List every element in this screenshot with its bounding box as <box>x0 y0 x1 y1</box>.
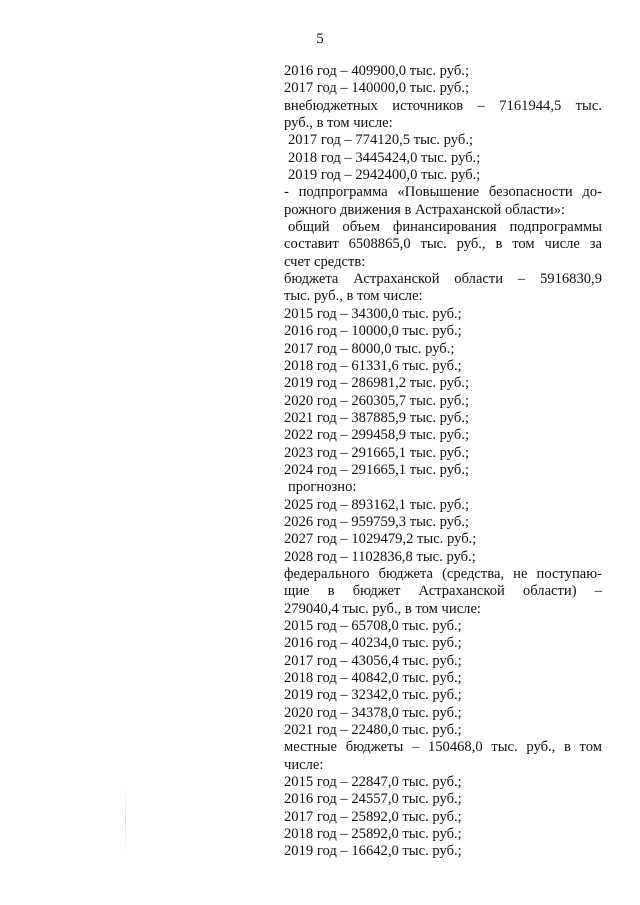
text-line: внебюджетных источников – 7161944,5 тыс. <box>284 97 602 114</box>
text-line: местные бюджеты – 150468,0 тыс. руб., в том <box>284 739 602 756</box>
text-line: составит 6508865,0 тыс. руб., в том числе за <box>284 236 602 253</box>
text-line: 2017 год – 774120,5 тыс. руб.; <box>288 132 474 149</box>
text-line: 2026 год – 959759,3 тыс. руб.; <box>284 513 470 530</box>
text-line: щие в бюджет Астраханской области) – <box>284 583 602 600</box>
text-line: 2015 год – 22847,0 тыс. руб.; <box>284 774 462 791</box>
text-line: 2015 год – 34300,0 тыс. руб.; <box>284 305 462 322</box>
text-line: тыс. руб., в том числе: <box>284 288 423 305</box>
text-line: - подпрограмма «Повышение безопасности до- <box>284 184 602 201</box>
text-line: прогнозно: <box>288 479 357 496</box>
text-line: 2019 год – 16642,0 тыс. руб.; <box>284 843 462 860</box>
text-line: руб., в том числе: <box>284 115 393 132</box>
scan-artifact-line <box>125 790 126 850</box>
text-line: числе: <box>284 756 324 773</box>
text-line: 2018 год – 61331,6 тыс. руб.; <box>284 357 462 374</box>
text-line: 279040,4 тыс. руб., в том числе: <box>284 600 481 617</box>
document-body <box>284 63 602 861</box>
text-line: 2018 год – 3445424,0 тыс. руб.; <box>288 149 481 166</box>
text-line: 2021 год – 22480,0 тыс. руб.; <box>284 722 462 739</box>
text-line: 2017 год – 43056,4 тыс. руб.; <box>284 652 462 669</box>
text-line: 2027 год – 1029479,2 тыс. руб.; <box>284 531 477 548</box>
text-line: федерального бюджета (средства, не поступаю- <box>284 565 602 582</box>
text-line: 2024 год – 291665,1 тыс. руб.; <box>284 461 470 478</box>
text-line: 2022 год – 299458,9 тыс. руб.; <box>284 427 470 444</box>
text-line: 2023 год – 291665,1 тыс. руб.; <box>284 444 470 461</box>
text-line: 2028 год – 1102836,8 тыс. руб.; <box>284 548 476 565</box>
text-line: 2019 год – 32342,0 тыс. руб.; <box>284 687 462 704</box>
text-line: 2016 год – 24557,0 тыс. руб.; <box>284 791 462 808</box>
text-line: 2019 год – 286981,2 тыс. руб.; <box>284 375 470 392</box>
text-line: 2016 год – 10000,0 тыс. руб.; <box>284 323 462 340</box>
text-line: 2015 год – 65708,0 тыс. руб.; <box>284 618 462 634</box>
text-line: 2020 год – 260305,7 тыс. руб.; <box>284 392 470 409</box>
text-line: бюджета Астраханской области – 5916830,9 <box>284 271 602 288</box>
text-line: 2025 год – 893162,1 тыс. руб.; <box>284 496 470 513</box>
text-line: 2020 год – 34378,0 тыс. руб.; <box>284 704 462 721</box>
text-line: 2017 год – 8000,0 тыс. руб.; <box>284 340 455 357</box>
text-line: 2018 год – 25892,0 тыс. руб.; <box>284 826 462 843</box>
text-line: 2021 год – 387885,9 тыс. руб.; <box>284 409 470 426</box>
text-line: 2016 год – 409900,0 тыс. руб.; <box>284 63 470 79</box>
text-line: 2019 год – 2942400,0 тыс. руб.; <box>288 167 481 184</box>
text-line: 2016 год – 40234,0 тыс. руб.; <box>284 635 462 652</box>
text-line: общий объем финансирования подпрограммы <box>288 219 602 236</box>
text-line: 2017 год – 25892,0 тыс. руб.; <box>284 808 462 825</box>
text-line: 2018 год – 40842,0 тыс. руб.; <box>284 670 462 687</box>
text-line: счет средств: <box>284 253 366 270</box>
text-line: 2017 год – 140000,0 тыс. руб.; <box>284 80 470 97</box>
text-line: рожного движения в Астраханской области»: <box>284 201 566 218</box>
page-number: 5 <box>316 31 324 47</box>
